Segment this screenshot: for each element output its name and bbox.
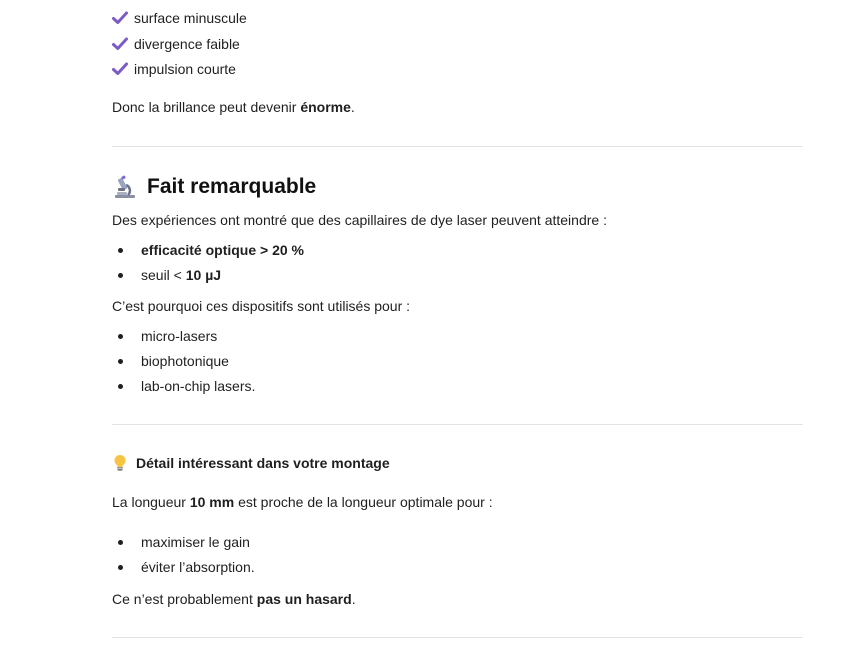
bullet-icon [118,334,123,339]
list-item [112,326,217,346]
check-item-label: impulsion courte [134,61,236,77]
list-item-text: lab-on-chip lasers. [141,378,256,394]
section-heading-fait-remarquable [112,174,316,200]
uses-intro: C’est pourquoi ces dispositifs sont utilisés pour : [112,298,411,314]
bullet-icon [118,248,123,253]
section-title: Fait remarquable [147,175,317,198]
divider [112,146,803,147]
check-item-label: surface minuscule [134,10,247,26]
divider [112,424,803,425]
bullet-icon [118,384,123,389]
divider [112,637,803,638]
bullet-icon [118,273,123,278]
list-item-text: maximiser le gain [141,534,250,550]
bullet-icon [118,359,123,364]
list-item [112,265,221,285]
list-item [112,532,250,552]
section-intro: Des expériences ont montré que des capillaires de dye laser peuvent atteindre : [112,212,607,228]
list-item-text: biophotonique [141,353,229,369]
conclusion-paragraph: Ce n’est probablement pas un hasard. [112,591,356,607]
list-item [112,557,255,577]
length-paragraph: La longueur 10 mm est proche de la longueur optimale pour : [112,494,493,510]
lightbulb-icon [112,454,128,472]
check-mark-icon [112,11,128,25]
microscope-icon [112,174,138,200]
section-heading-detail [112,454,390,472]
bullet-icon [118,565,123,570]
check-mark-icon [112,62,128,76]
check-mark-icon [112,37,128,51]
check-item [112,59,236,79]
check-item [112,34,240,54]
bullet-icon [118,540,123,545]
list-item [112,376,255,396]
check-item [112,8,247,28]
section-title: Détail intéressant dans votre montage [136,455,390,471]
list-item [112,240,304,260]
brillance-paragraph: Donc la brillance peut devenir énorme. [112,99,355,115]
list-item [112,351,229,371]
list-item-text: micro-lasers [141,328,218,344]
list-item-text: éviter l’absorption. [141,559,255,575]
list-item-text: seuil < 10 µJ [141,267,222,283]
check-item-label: divergence faible [134,36,240,52]
list-item-text: efficacité optique > 20 % [141,242,305,258]
